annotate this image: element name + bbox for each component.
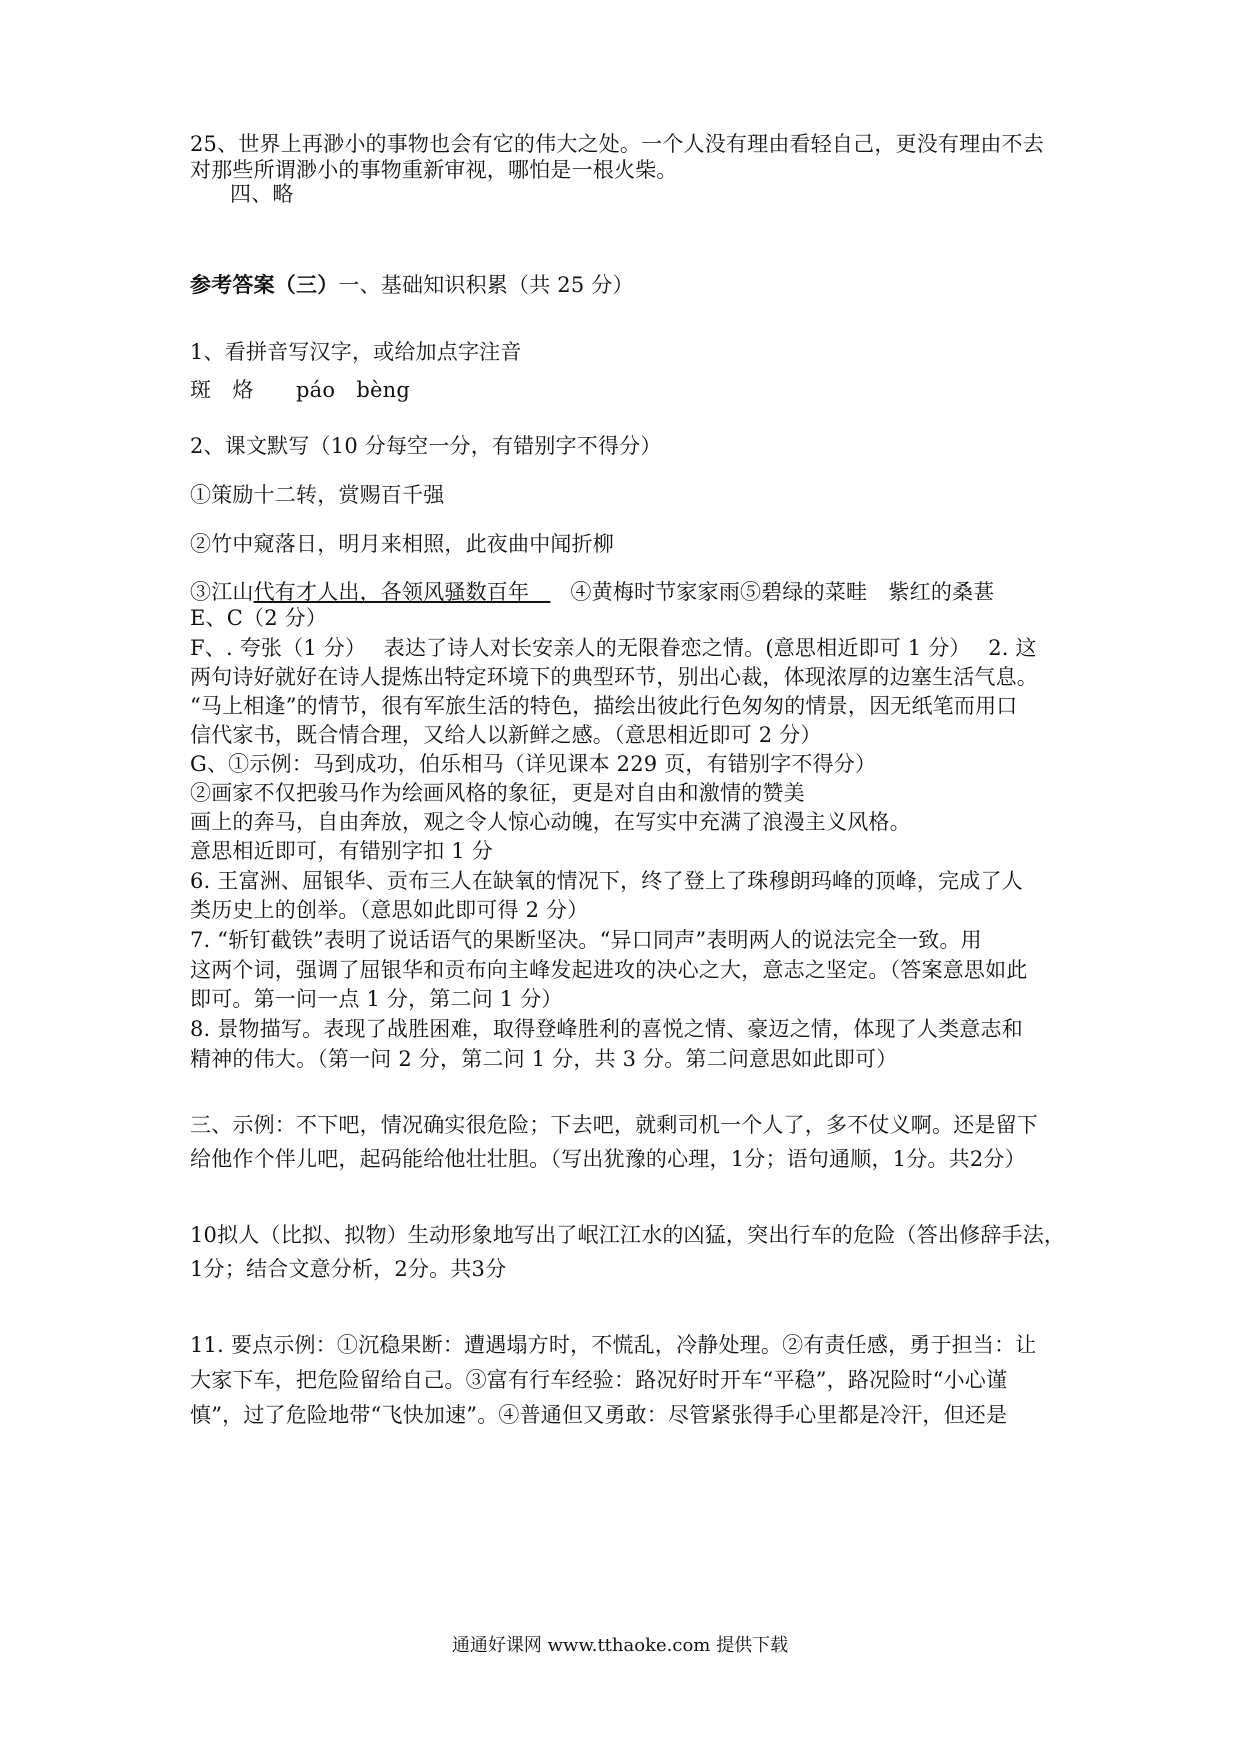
answer-25-line1: 25、世界上再渺小的事物也会有它的伟大之处。一个人没有理由看轻自己，更没有理由不去 bbox=[190, 132, 1044, 156]
answer-F-line3: “马上相逢”的情节，很有军旅生活的特色，描绘出彼此行色匆匆的情景，因无纸笔而用口 bbox=[190, 694, 1018, 718]
answer-11-line3: 慎”，过了危险地带“飞快加速”。④普通但又勇敢：尽管紧张得手心里都是冷汗，但还是 bbox=[190, 1403, 1008, 1427]
question-2-item-2: ②竹中窥落日，明月来相照，此夜曲中闻折柳 bbox=[190, 532, 614, 556]
item-3-prefix: ③江山 bbox=[190, 580, 254, 604]
answer-E: E、C（2 分） bbox=[190, 606, 328, 630]
answer-F-line1: F、. 夸张（1 分） 表达了诗人对长安亲人的无限眷恋之情。(意思相近即可 1 分） 2. 这 bbox=[190, 636, 1037, 660]
answer-3-title: 参考答案（三） bbox=[190, 272, 339, 297]
answer-3-heading bbox=[190, 270, 1070, 300]
question-1-answer: 斑 烙 páo bèng bbox=[190, 378, 411, 402]
question-2-item-3 bbox=[190, 578, 1070, 607]
answer-7-line3: 即可。第一问一点 1 分，第二问 1 分） bbox=[190, 987, 563, 1011]
answer-11-line1: 11. 要点示例：①沉稳果断：遭遇塌方时，不慌乱，冷静处理。②有责任感，勇于担当：让 bbox=[190, 1333, 1037, 1357]
answer-F-line4: 信代家书，既合情合理，又给人以新鲜之感。（意思相近即可 2 分） bbox=[190, 723, 822, 747]
question-2: 2、课文默写（10 分每空一分，有错别字不得分） bbox=[190, 434, 662, 458]
section-4: 四、略 bbox=[230, 182, 294, 206]
answer-G-line4: 意思相近即可，有错别字扣 1 分 bbox=[190, 839, 493, 863]
answer-10-line2: 1分；结合文意分析，2分。共3分 bbox=[190, 1257, 507, 1281]
section-3-line1: 三、示例：不下吧，情况确实很危险；下去吧，就剩司机一个人了，多不仗义啊。还是留下 bbox=[190, 1113, 1038, 1137]
answer-11-line2: 大家下车，把危险留给自己。③富有行车经验：路况好时开车“平稳”，路况险时“小心谨 bbox=[190, 1368, 1008, 1392]
answer-10-line1: 10拟人（比拟、拟物）生动形象地写出了岷江江水的凶猛，突出行车的危险（答出修辞手法， bbox=[190, 1223, 1066, 1247]
answer-8-line1: 8. 景物描写。表现了战胜困难，取得登峰胜利的喜悦之情、豪迈之情，体现了人类意志和 bbox=[190, 1017, 1023, 1041]
page-footer: 通通好课网 www.tthaoke.com 提供下载 bbox=[451, 1635, 789, 1656]
answer-8-line2: 精神的伟大。（第一问 2 分，第二问 1 分，共 3 分。第二问意思如此即可） bbox=[190, 1047, 898, 1071]
answer-G-line2: ②画家不仅把骏马作为绘画风格的象征，更是对自由和激情的赞美 bbox=[190, 781, 805, 805]
question-2-item-1: ①策励十二转，赏赐百千强 bbox=[190, 483, 445, 507]
question-1: 1、看拼音写汉字，或给加点字注音 bbox=[190, 340, 522, 364]
answer-G-line3: 画上的奔马，自由奔放，观之令人惊心动魄，在写实中充满了浪漫主义风格。 bbox=[190, 810, 911, 834]
answer-6-line2: 类历史上的创举。（意思如此即可得 2 分） bbox=[190, 898, 589, 922]
answer-7-line1: 7. “斩钉截铁”表明了说话语气的果断坚决。“异口同声”表明两人的说法完全一致。用 bbox=[190, 928, 982, 952]
answer-3-subtitle: 一、基础知识积累（共 25 分） bbox=[338, 273, 634, 297]
answer-6-line1: 6. 王富洲、屈银华、贡布三人在缺氧的情况下，终了登上了珠穆朗玛峰的顶峰，完成了人 bbox=[190, 869, 1023, 893]
answer-F-line2: 两句诗好就好在诗人提炼出特定环境下的典型环节，别出心裁，体现浓厚的边塞生活气息。 bbox=[190, 665, 1038, 689]
answer-G-line1: G、①示例：马到成功，伯乐相马（详见课本 229 页，有错别字不得分） bbox=[190, 752, 877, 776]
answer-7-line2: 这两个词，强调了屈银华和贡布向主峰发起进攻的决心之大，意志之坚定。（答案意思如此 bbox=[190, 958, 1028, 982]
item-3-rest: ④黄梅时节家家雨⑤碧绿的菜畦 紫红的桑葚 bbox=[570, 580, 995, 604]
section-3-line2: 给他作个伴儿吧，起码能给他壮壮胆。（写出犹豫的心理，1分；语句通顺，1分。共2分） bbox=[190, 1147, 1026, 1171]
answer-25-line2: 对那些所谓渺小的事物重新审视，哪怕是一根火柴。 bbox=[190, 158, 678, 182]
item-3-underlined: 代有才人出，各领风骚数百年 bbox=[253, 580, 551, 604]
